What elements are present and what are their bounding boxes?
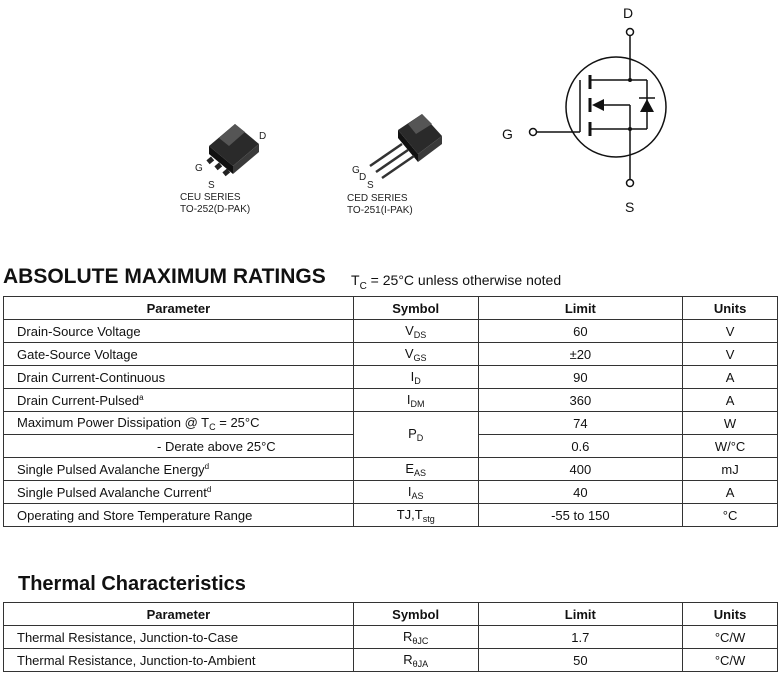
limit-cell: 0.6 <box>478 435 683 458</box>
to251-package-label: TO-251(I-PAK) <box>347 205 413 216</box>
unit-cell: A <box>683 389 778 412</box>
table-row <box>4 458 778 481</box>
unit-cell: °C/W <box>683 626 778 649</box>
limit-cell: 40 <box>478 481 683 504</box>
table-row <box>4 504 778 527</box>
symbol-cell: $I_{DM}$ <box>353 389 478 412</box>
table-row <box>4 343 778 366</box>
to252-package-label: TO-252(D-PAK) <box>180 204 251 215</box>
table-row <box>4 481 778 504</box>
unit-cell: A <box>683 481 778 504</box>
to251-pin-g-label: G <box>352 165 360 176</box>
amr-conditions-note: $T_C = 25^\circ C$ unless otherwise noted <box>351 272 562 292</box>
amr-title: ABSOLUTE MAXIMUM RATINGS <box>3 265 326 288</box>
to251-pin-d-label: D <box>359 172 367 183</box>
unit-cell: A <box>683 366 778 389</box>
amr-header-row <box>4 297 778 320</box>
limit-cell: 50 <box>478 649 683 672</box>
thermal-header-symbol: Symbol <box>353 603 478 626</box>
limit-cell: 1.7 <box>478 626 683 649</box>
symbol-cell: $TJ,T_{stg}$ <box>353 504 478 527</box>
limit-cell: 90 <box>478 366 683 389</box>
param-cell: Single Pulsed Avalanche Energy$^d$ <box>4 458 354 481</box>
thermal-header-limit: Limit <box>478 603 683 626</box>
param-cell: - Derate above 25°C <box>4 435 354 458</box>
unit-cell: W <box>683 412 778 435</box>
thermal-header-row <box>4 603 778 626</box>
thermal-table <box>3 602 778 672</box>
unit-cell: mJ <box>683 458 778 481</box>
table-row <box>4 626 778 649</box>
param-cell: Operating and Store Temperature Range <box>4 504 354 527</box>
thermal-header-units: Units <box>683 603 778 626</box>
schematic-gate-label: G <box>502 126 513 142</box>
to252-pin-d-label: D <box>259 131 267 142</box>
table-row <box>4 366 778 389</box>
table-row <box>4 412 778 435</box>
symbol-cell: $R_{\theta JA}$ <box>353 649 478 672</box>
amr-header-units: Units <box>683 297 778 320</box>
amr-header-symbol: Symbol <box>353 297 478 320</box>
to252-series-label: CEU SERIES <box>180 192 241 203</box>
to251-caption <box>347 193 413 217</box>
param-cell: Drain-Source Voltage <box>4 320 354 343</box>
symbol-cell: $E_{AS}$ <box>353 458 478 481</box>
param-cell: Drain Current-Continuous <box>4 366 354 389</box>
unit-cell: V <box>683 343 778 366</box>
thermal-header-parameter: Parameter <box>4 603 354 626</box>
limit-cell: 60 <box>478 320 683 343</box>
limit-cell: -55 to 150 <box>478 504 683 527</box>
to252-package-image <box>195 118 275 193</box>
unit-cell: W/°C <box>683 435 778 458</box>
unit-cell: °C/W <box>683 649 778 672</box>
symbol-cell: $P_D$ <box>353 412 478 458</box>
unit-cell: °C <box>683 504 778 527</box>
symbol-cell: $I_{AS}$ <box>353 481 478 504</box>
to252-pin-g-label: G <box>195 163 203 174</box>
to252-pin-s-label: S <box>208 180 215 191</box>
param-cell: Thermal Resistance, Junction-to-Case <box>4 626 354 649</box>
symbol-cell: $I_D$ <box>353 366 478 389</box>
to252-caption <box>180 192 250 216</box>
limit-cell: 74 <box>478 412 683 435</box>
param-cell: Gate-Source Voltage <box>4 343 354 366</box>
table-row <box>4 649 778 672</box>
table-row <box>4 389 778 412</box>
amr-table <box>3 296 778 527</box>
param-cell: Single Pulsed Avalanche Current$^d$ <box>4 481 354 504</box>
limit-cell: 400 <box>478 458 683 481</box>
symbol-cell: $V_{DS}$ <box>353 320 478 343</box>
to251-pin-s-label: S <box>367 180 374 191</box>
unit-cell: V <box>683 320 778 343</box>
limit-cell: 360 <box>478 389 683 412</box>
param-cell: Drain Current-Pulsed$^a$ <box>4 389 354 412</box>
limit-cell: ±20 <box>478 343 683 366</box>
symbol-cell: $V_{GS}$ <box>353 343 478 366</box>
amr-header-parameter: Parameter <box>4 297 354 320</box>
mosfet-schematic-symbol <box>490 0 690 220</box>
amr-header-limit: Limit <box>478 297 683 320</box>
table-row <box>4 320 778 343</box>
schematic-drain-label: D <box>623 5 634 21</box>
param-cell: Thermal Resistance, Junction-to-Ambient <box>4 649 354 672</box>
to251-series-label: CED SERIES <box>347 193 408 204</box>
param-cell: Maximum Power Dissipation @ $T_C = 25^\circ C$ <box>4 412 354 435</box>
schematic-source-label: S <box>625 199 635 215</box>
thermal-title: Thermal Characteristics <box>18 573 246 595</box>
symbol-cell: $R_{\theta JC}$ <box>353 626 478 649</box>
